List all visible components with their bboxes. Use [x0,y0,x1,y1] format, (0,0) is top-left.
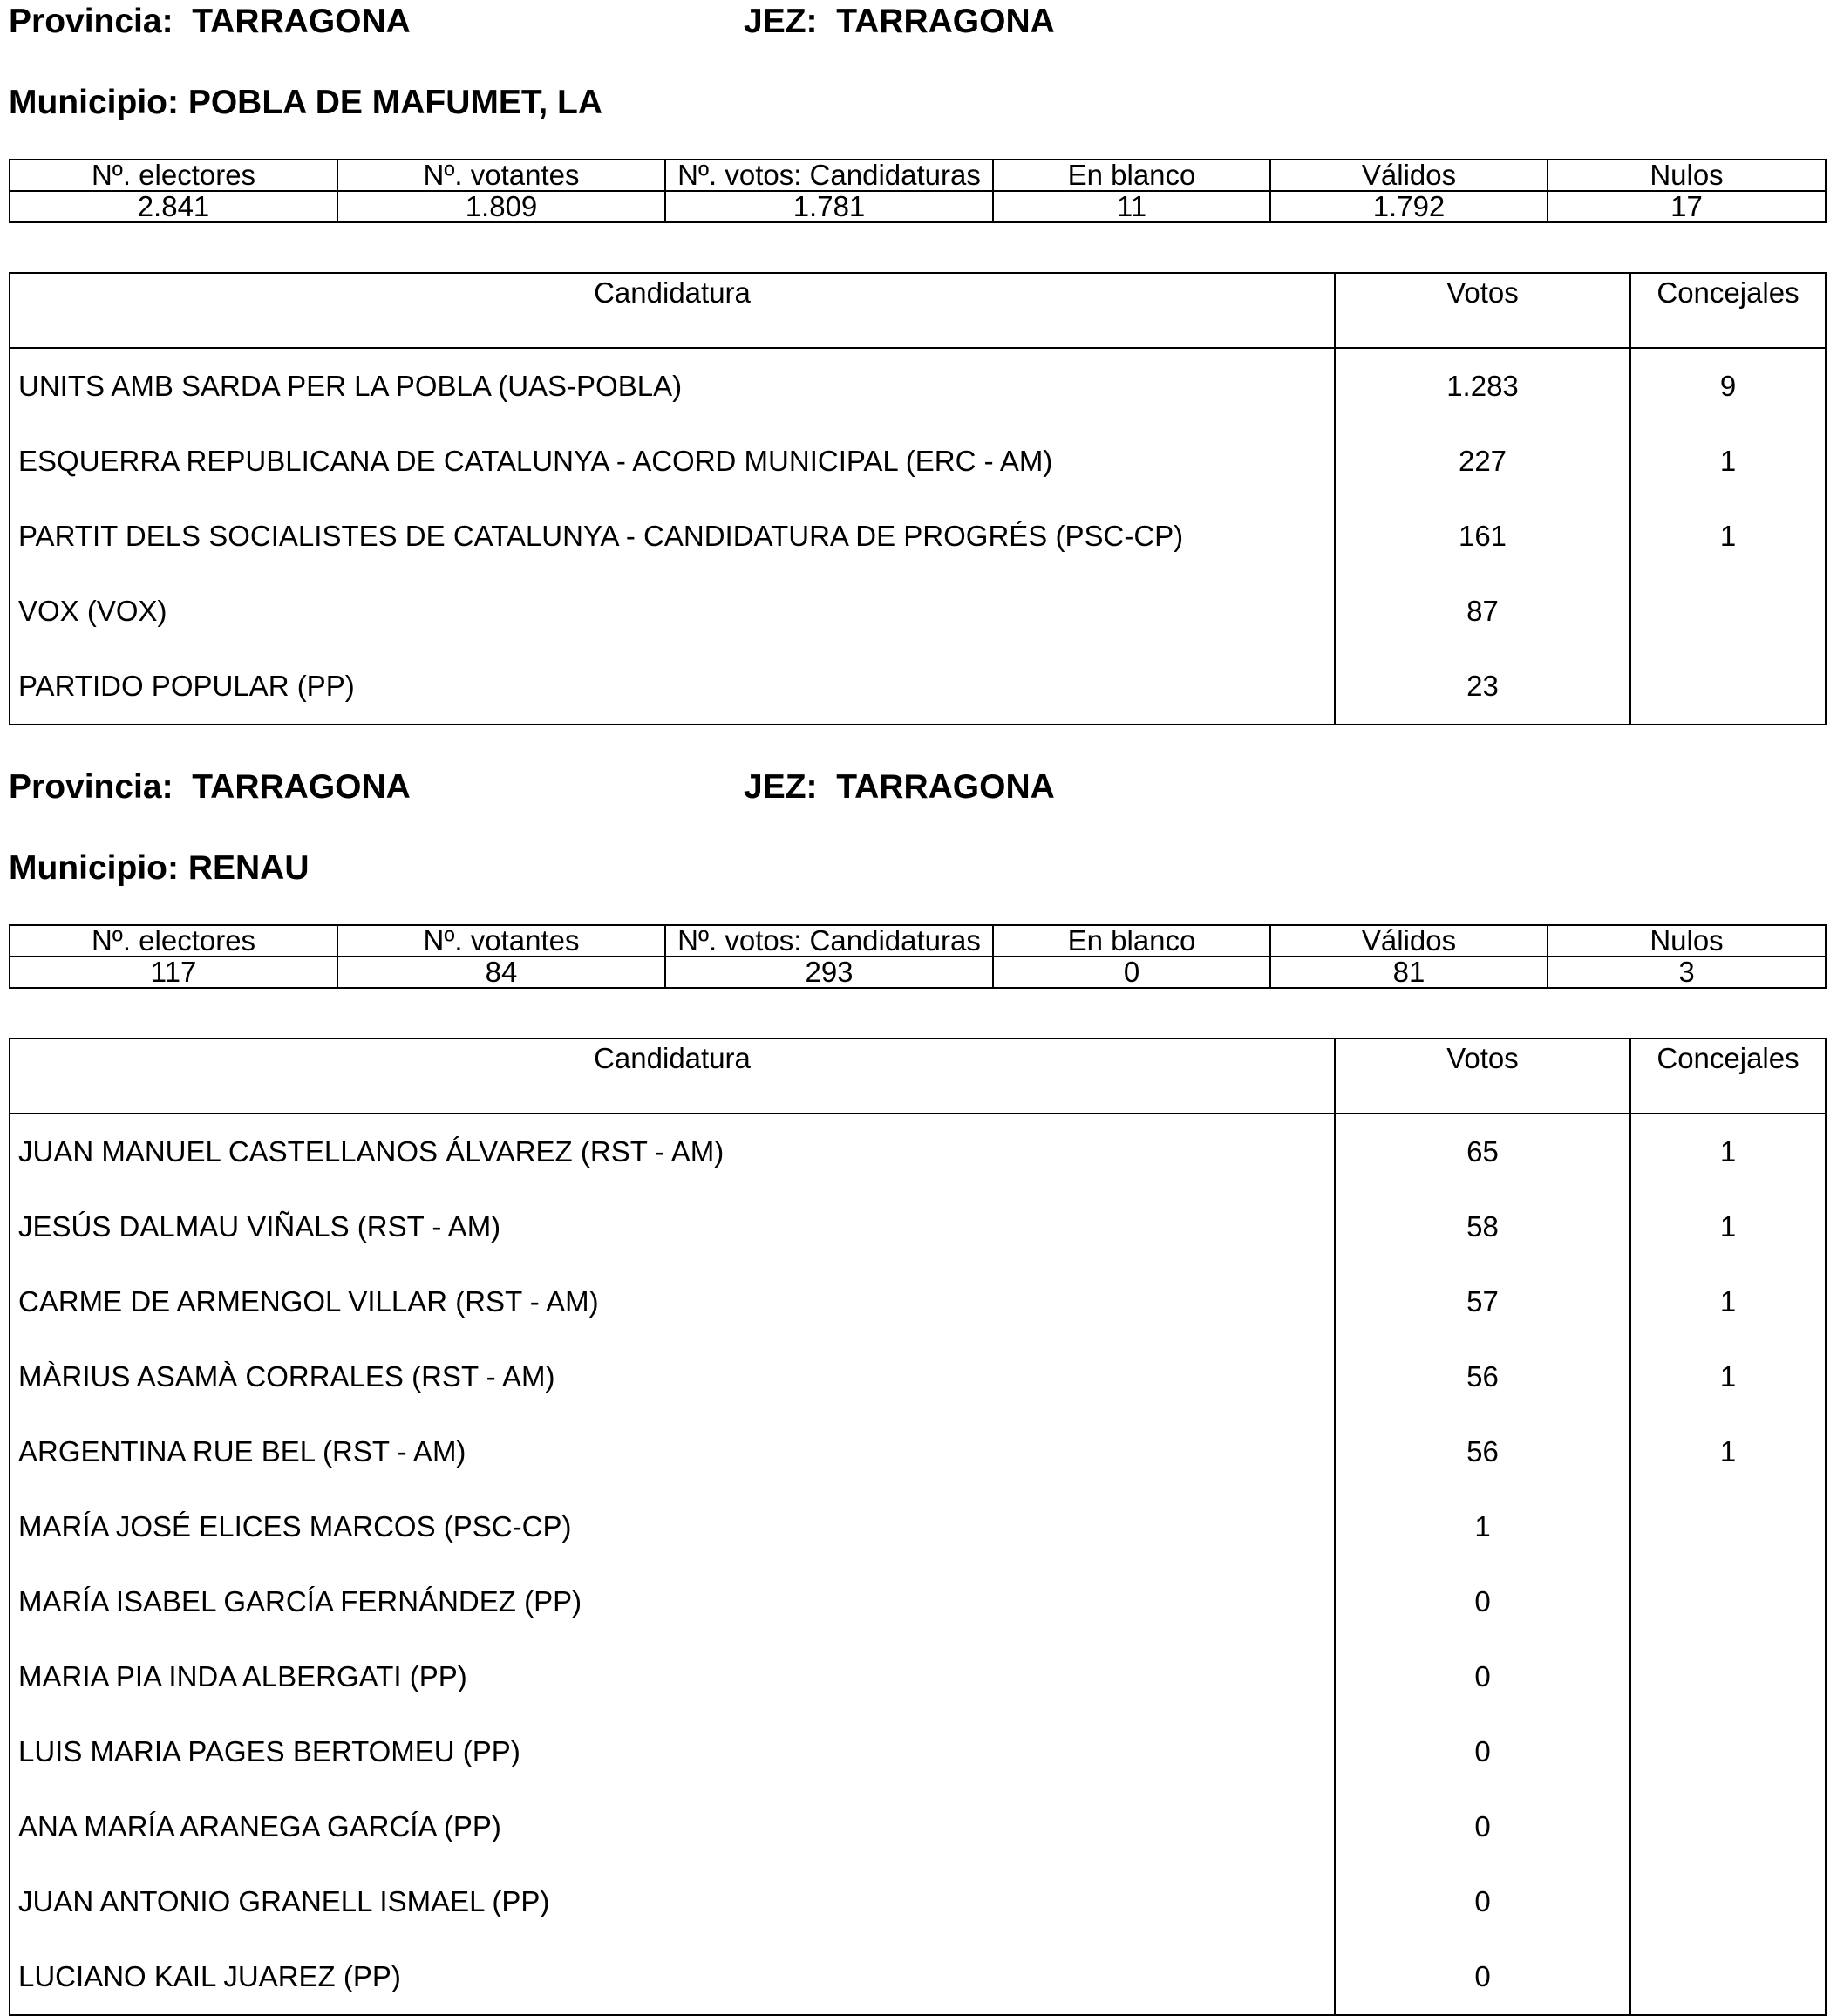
votos-value: 1 [1335,1489,1630,1564]
table-row [10,499,1826,574]
concejales-value [1630,1564,1826,1639]
stats-value: 0 [993,957,1270,988]
votos-header: Votos [1335,1039,1630,1114]
votos-value: 56 [1335,1339,1630,1414]
stats-value: 11 [993,191,1270,222]
table-row [10,574,1826,649]
concejales-value [1630,574,1826,649]
votos-value: 57 [1335,1264,1630,1339]
provincia-label: Provincia: [9,3,173,40]
jez-value: TARRAGONA [836,768,1055,806]
candidatura-name: PARTIT DELS SOCIALISTES DE CATALUNYA - CANDIDATURA DE PROGRÉS (PSC-CP) [10,499,1335,574]
candidatura-name: JESÚS DALMAU VIÑALS (RST - AM) [10,1189,1335,1264]
table-row [10,1939,1826,2015]
stats-table [9,159,1827,223]
stats-header: En blanco [993,925,1270,957]
concejales-value: 1 [1630,499,1826,574]
concejales-header: Concejales [1630,273,1826,348]
provincia-heading [9,2,411,42]
candidatura-name: MARÍA ISABEL GARCÍA FERNÁNDEZ (PP) [10,1564,1335,1639]
municipio-label: Municipio: [9,849,179,887]
votos-value: 58 [1335,1189,1630,1264]
candidatura-name: MÀRIUS ASAMÀ CORRALES (RST - AM) [10,1339,1335,1414]
stats-header: Nº. votos: Candidaturas [665,925,993,957]
stats-value: 81 [1270,957,1548,988]
stats-header: Nº. electores [10,160,337,191]
candidatura-name: MARÍA JOSÉ ELICES MARCOS (PSC-CP) [10,1489,1335,1564]
stats-value: 293 [665,957,993,988]
candidatura-name: ANA MARÍA ARANEGA GARCÍA (PP) [10,1789,1335,1864]
concejales-value [1630,1864,1826,1939]
table-row [10,348,1826,424]
concejales-value [1630,1489,1826,1564]
stats-header-row [10,925,1826,957]
stats-value-row [10,957,1826,988]
candidatura-name: LUCIANO KAIL JUAREZ (PP) [10,1939,1335,2015]
table-row [10,1789,1826,1864]
provincia-label: Provincia: [9,768,173,806]
stats-value: 117 [10,957,337,988]
stats-header: Nº. votantes [337,160,665,191]
candidatura-header-row [10,273,1826,348]
concejales-value: 1 [1630,1264,1826,1339]
municipio-value: RENAU [187,849,310,887]
candidatura-header-row [10,1039,1826,1114]
municipio-label: Municipio: [9,84,179,121]
table-row [10,424,1826,499]
stats-value: 17 [1548,191,1826,222]
votos-value: 0 [1335,1714,1630,1789]
municipio-heading [9,83,602,123]
stats-header: Válidos [1270,160,1548,191]
candidatura-name: JUAN ANTONIO GRANELL ISMAEL (PP) [10,1864,1335,1939]
table-row [10,1264,1826,1339]
stats-header: En blanco [993,160,1270,191]
stats-value: 84 [337,957,665,988]
table-row [10,1714,1826,1789]
table-row [10,649,1826,725]
concejales-value [1630,1639,1826,1714]
stats-header: Nº. votos: Candidaturas [665,160,993,191]
stats-value: 2.841 [10,191,337,222]
concejales-value [1630,1714,1826,1789]
votos-header: Votos [1335,273,1630,348]
candidatura-header: Candidatura [10,1039,1335,1114]
candidatura-name: ARGENTINA RUE BEL (RST - AM) [10,1414,1335,1489]
stats-header: Nº. votantes [337,925,665,957]
candidatura-name: PARTIDO POPULAR (PP) [10,649,1335,725]
votos-value: 227 [1335,424,1630,499]
concejales-value: 1 [1630,424,1826,499]
stats-header: Nulos [1548,925,1826,957]
votos-value: 0 [1335,1564,1630,1639]
votos-value: 23 [1335,649,1630,725]
concejales-value [1630,649,1826,725]
jez-label: JEZ: [744,768,818,806]
candidatura-name: MARIA PIA INDA ALBERGATI (PP) [10,1639,1335,1714]
stats-table [9,924,1827,989]
candidatura-name: JUAN MANUEL CASTELLANOS ÁLVAREZ (RST - AM) [10,1114,1335,1189]
candidatura-table [9,272,1827,725]
table-row [10,1639,1826,1714]
concejales-value: 1 [1630,1414,1826,1489]
stats-header: Válidos [1270,925,1548,957]
stats-value: 1.809 [337,191,665,222]
votos-value: 56 [1335,1414,1630,1489]
table-row [10,1189,1826,1264]
concejales-value [1630,1939,1826,2015]
stats-header: Nulos [1548,160,1826,191]
votos-value: 65 [1335,1114,1630,1189]
stats-header: Nº. electores [10,925,337,957]
candidatura-name: ESQUERRA REPUBLICANA DE CATALUNYA - ACORD MUNICIPAL (ERC - AM) [10,424,1335,499]
candidatura-header: Candidatura [10,273,1335,348]
jez-label: JEZ: [744,3,818,40]
votos-value: 0 [1335,1864,1630,1939]
municipio-value: POBLA DE MAFUMET, LA [187,84,603,121]
municipio-heading [9,848,309,889]
stats-value-row [10,191,1826,222]
concejales-value: 9 [1630,348,1826,424]
jez-heading [744,767,1055,807]
jez-value: TARRAGONA [836,3,1055,40]
table-row [10,1414,1826,1489]
table-row [10,1489,1826,1564]
candidatura-table [9,1038,1827,2016]
votos-value: 0 [1335,1939,1630,2015]
concejales-value: 1 [1630,1114,1826,1189]
provincia-value: TARRAGONA [192,768,411,806]
candidatura-name: VOX (VOX) [10,574,1335,649]
concejales-header: Concejales [1630,1039,1826,1114]
candidatura-name: CARME DE ARMENGOL VILLAR (RST - AM) [10,1264,1335,1339]
stats-value: 1.781 [665,191,993,222]
table-row [10,1114,1826,1189]
provincia-value: TARRAGONA [192,3,411,40]
votos-value: 1.283 [1335,348,1630,424]
concejales-value: 1 [1630,1339,1826,1414]
table-row [10,1564,1826,1639]
stats-header-row [10,160,1826,191]
votos-value: 87 [1335,574,1630,649]
stats-value: 1.792 [1270,191,1548,222]
provincia-heading [9,767,411,807]
concejales-value: 1 [1630,1189,1826,1264]
table-row [10,1339,1826,1414]
candidatura-name: UNITS AMB SARDA PER LA POBLA (UAS-POBLA) [10,348,1335,424]
stats-value: 3 [1548,957,1826,988]
concejales-value [1630,1789,1826,1864]
votos-value: 0 [1335,1789,1630,1864]
table-row [10,1864,1826,1939]
votos-value: 161 [1335,499,1630,574]
votos-value: 0 [1335,1639,1630,1714]
jez-heading [744,2,1055,42]
candidatura-name: LUIS MARIA PAGES BERTOMEU (PP) [10,1714,1335,1789]
